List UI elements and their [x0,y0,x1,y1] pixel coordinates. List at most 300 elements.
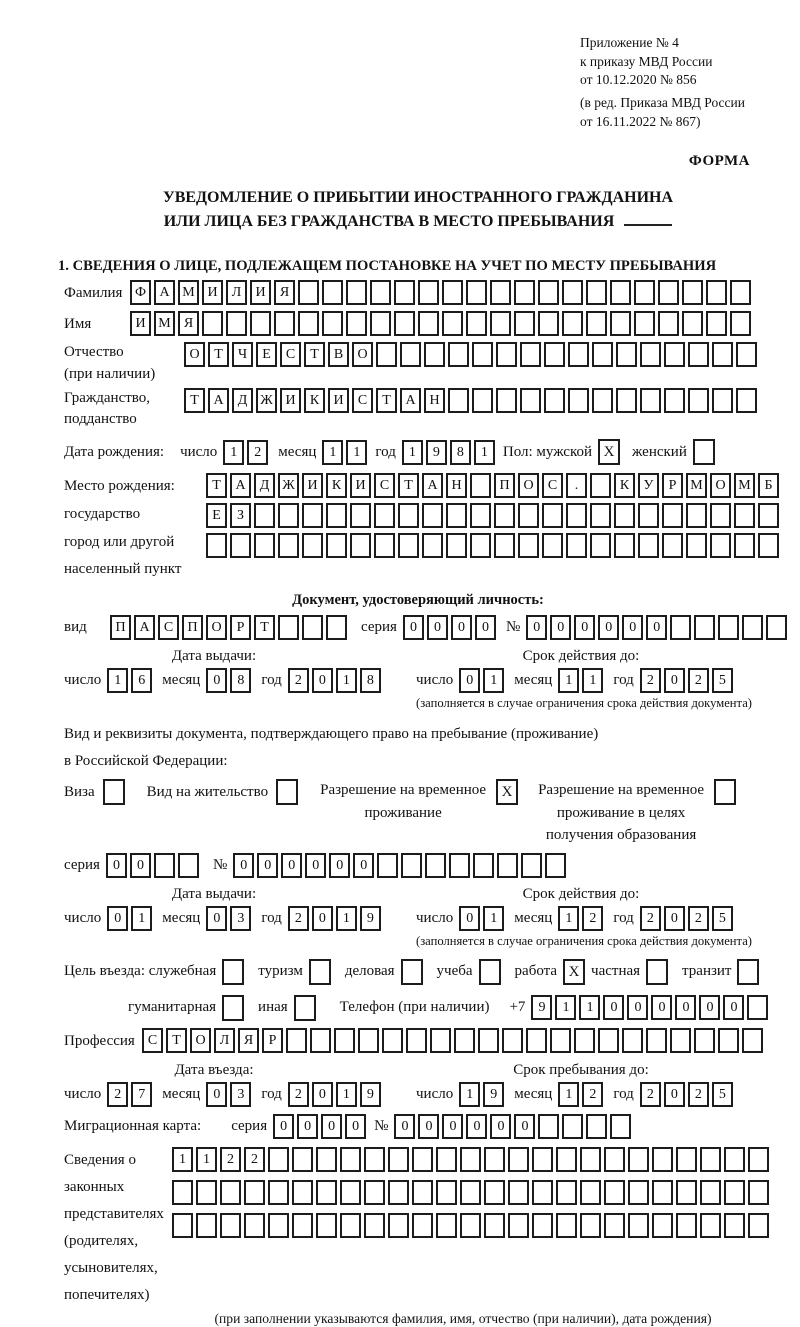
char-cell[interactable] [418,311,439,336]
char-cell[interactable] [568,388,589,413]
char-cell[interactable] [370,280,391,305]
char-cell[interactable] [562,1114,583,1139]
char-cell[interactable]: А [208,388,229,413]
char-cell[interactable] [676,1213,697,1238]
char-cell[interactable]: 9 [426,440,447,465]
char-cell[interactable] [736,342,757,367]
char-cell[interactable] [556,1180,577,1205]
char-cell[interactable] [518,503,539,528]
char-cell[interactable] [374,533,395,558]
char-cell[interactable] [562,311,583,336]
char-cell[interactable]: 0 [312,906,333,931]
char-cell[interactable] [497,853,518,878]
char-cell[interactable] [638,533,659,558]
char-cell[interactable] [244,1180,265,1205]
char-cell[interactable]: 0 [459,668,480,693]
char-cell[interactable]: 8 [450,440,471,465]
char-cell[interactable] [758,503,779,528]
char-cell[interactable]: О [710,473,731,498]
char-cell[interactable]: А [154,280,175,305]
char-cell[interactable] [638,503,659,528]
char-cell[interactable] [436,1180,457,1205]
char-cell[interactable]: 1 [459,1082,480,1107]
char-cell[interactable] [592,388,613,413]
gender-female-checkbox[interactable] [693,439,715,465]
char-cell[interactable]: У [638,473,659,498]
char-cell[interactable] [254,533,275,558]
char-cell[interactable] [658,280,679,305]
char-cell[interactable] [274,311,295,336]
char-cell[interactable] [742,615,763,640]
char-cell[interactable]: 0 [106,853,127,878]
char-cell[interactable] [358,1028,379,1053]
char-cell[interactable]: А [230,473,251,498]
char-cell[interactable] [322,311,343,336]
char-cell[interactable] [710,503,731,528]
char-cell[interactable] [478,1028,499,1053]
char-cell[interactable] [374,503,395,528]
char-cell[interactable]: 0 [598,615,619,640]
visa-checkbox[interactable] [103,779,125,805]
char-cell[interactable] [254,503,275,528]
char-cell[interactable]: 1 [582,668,603,693]
char-cell[interactable] [326,615,347,640]
char-cell[interactable]: 2 [107,1082,128,1107]
char-cell[interactable] [412,1147,433,1172]
char-cell[interactable]: Т [166,1028,187,1053]
char-cell[interactable]: Т [184,388,205,413]
char-cell[interactable]: 0 [675,995,696,1020]
char-cell[interactable] [622,1028,643,1053]
char-cell[interactable] [196,1213,217,1238]
char-cell[interactable]: 0 [466,1114,487,1139]
char-cell[interactable] [700,1180,721,1205]
char-cell[interactable] [580,1180,601,1205]
char-cell[interactable]: 0 [257,853,278,878]
char-cell[interactable] [278,615,299,640]
char-cell[interactable]: А [422,473,443,498]
char-cell[interactable] [542,503,563,528]
char-cell[interactable]: Е [256,342,277,367]
char-cell[interactable]: 2 [288,906,309,931]
char-cell[interactable]: 2 [688,1082,709,1107]
char-cell[interactable] [592,342,613,367]
char-cell[interactable] [634,311,655,336]
char-cell[interactable] [688,388,709,413]
char-cell[interactable]: Ж [256,388,277,413]
char-cell[interactable] [766,615,787,640]
char-cell[interactable]: 0 [321,1114,342,1139]
char-cell[interactable]: 0 [297,1114,318,1139]
char-cell[interactable] [544,342,565,367]
char-cell[interactable] [542,533,563,558]
char-cell[interactable] [350,533,371,558]
char-cell[interactable]: Ж [278,473,299,498]
char-cell[interactable]: 1 [172,1147,193,1172]
char-cell[interactable] [394,311,415,336]
char-cell[interactable] [388,1213,409,1238]
char-cell[interactable]: 0 [699,995,720,1020]
char-cell[interactable]: Р [262,1028,283,1053]
char-cell[interactable]: И [280,388,301,413]
char-cell[interactable] [748,1213,769,1238]
char-cell[interactable]: 0 [550,615,571,640]
char-cell[interactable] [676,1147,697,1172]
char-cell[interactable] [398,503,419,528]
char-cell[interactable]: 8 [360,668,381,693]
char-cell[interactable] [470,503,491,528]
char-cell[interactable]: И [202,280,223,305]
char-cell[interactable]: 1 [107,668,128,693]
char-cell[interactable]: 1 [196,1147,217,1172]
char-cell[interactable] [662,533,683,558]
char-cell[interactable]: М [154,311,175,336]
char-cell[interactable] [226,311,247,336]
char-cell[interactable]: 0 [574,615,595,640]
char-cell[interactable]: 0 [353,853,374,878]
char-cell[interactable]: 0 [305,853,326,878]
char-cell[interactable] [574,1028,595,1053]
char-cell[interactable] [686,503,707,528]
char-cell[interactable]: 1 [336,906,357,931]
char-cell[interactable] [616,388,637,413]
char-cell[interactable] [310,1028,331,1053]
char-cell[interactable] [326,533,347,558]
char-cell[interactable]: Д [254,473,275,498]
char-cell[interactable] [286,1028,307,1053]
char-cell[interactable] [424,342,445,367]
char-cell[interactable]: С [352,388,373,413]
char-cell[interactable] [382,1028,403,1053]
purpose-transit-checkbox[interactable] [737,959,759,985]
char-cell[interactable] [292,1180,313,1205]
char-cell[interactable] [364,1147,385,1172]
char-cell[interactable] [448,342,469,367]
char-cell[interactable]: 0 [394,1114,415,1139]
char-cell[interactable]: Я [178,311,199,336]
char-cell[interactable] [718,1028,739,1053]
char-cell[interactable]: П [182,615,203,640]
char-cell[interactable]: 0 [281,853,302,878]
char-cell[interactable]: 1 [346,440,367,465]
char-cell[interactable]: З [230,503,251,528]
char-cell[interactable]: 1 [474,440,495,465]
char-cell[interactable]: Л [226,280,247,305]
char-cell[interactable] [472,342,493,367]
char-cell[interactable]: 0 [627,995,648,1020]
char-cell[interactable] [518,533,539,558]
char-cell[interactable]: 5 [712,906,733,931]
char-cell[interactable] [206,533,227,558]
purpose-business-checkbox[interactable] [401,959,423,985]
char-cell[interactable]: 9 [360,1082,381,1107]
char-cell[interactable]: 1 [336,668,357,693]
char-cell[interactable]: И [250,280,271,305]
char-cell[interactable] [580,1213,601,1238]
char-cell[interactable] [526,1028,547,1053]
char-cell[interactable] [442,311,463,336]
char-cell[interactable] [664,388,685,413]
char-cell[interactable]: И [328,388,349,413]
char-cell[interactable] [586,280,607,305]
char-cell[interactable]: 2 [220,1147,241,1172]
char-cell[interactable] [298,311,319,336]
char-cell[interactable]: Т [376,388,397,413]
char-cell[interactable]: 1 [322,440,343,465]
char-cell[interactable]: 0 [622,615,643,640]
char-cell[interactable]: 6 [131,668,152,693]
char-cell[interactable] [496,342,517,367]
char-cell[interactable] [614,503,635,528]
char-cell[interactable]: 1 [223,440,244,465]
char-cell[interactable]: 0 [442,1114,463,1139]
gender-male-checkbox[interactable]: X [598,439,620,465]
char-cell[interactable] [446,503,467,528]
char-cell[interactable]: 7 [131,1082,152,1107]
char-cell[interactable] [278,503,299,528]
char-cell[interactable] [340,1147,361,1172]
char-cell[interactable] [682,280,703,305]
char-cell[interactable] [202,311,223,336]
char-cell[interactable] [470,473,491,498]
char-cell[interactable] [520,342,541,367]
char-cell[interactable] [376,342,397,367]
purpose-private-checkbox[interactable] [646,959,668,985]
char-cell[interactable] [268,1213,289,1238]
char-cell[interactable]: О [190,1028,211,1053]
char-cell[interactable] [712,342,733,367]
char-cell[interactable] [418,280,439,305]
char-cell[interactable] [747,995,768,1020]
char-cell[interactable] [566,533,587,558]
char-cell[interactable] [220,1213,241,1238]
char-cell[interactable] [734,503,755,528]
char-cell[interactable] [436,1213,457,1238]
purpose-other-checkbox[interactable] [294,995,316,1021]
char-cell[interactable] [730,311,751,336]
char-cell[interactable]: 9 [531,995,552,1020]
char-cell[interactable] [662,503,683,528]
char-cell[interactable] [412,1180,433,1205]
char-cell[interactable]: 1 [558,668,579,693]
char-cell[interactable] [610,280,631,305]
char-cell[interactable] [628,1147,649,1172]
char-cell[interactable]: О [352,342,373,367]
char-cell[interactable]: П [110,615,131,640]
char-cell[interactable] [734,533,755,558]
char-cell[interactable] [712,388,733,413]
char-cell[interactable] [538,280,559,305]
char-cell[interactable] [610,1114,631,1139]
char-cell[interactable] [545,853,566,878]
char-cell[interactable]: 0 [312,668,333,693]
char-cell[interactable]: 5 [712,668,733,693]
char-cell[interactable]: . [566,473,587,498]
char-cell[interactable]: Ф [130,280,151,305]
char-cell[interactable] [640,342,661,367]
char-cell[interactable] [532,1213,553,1238]
temp-residence-edu-checkbox[interactable] [714,779,736,805]
char-cell[interactable]: 0 [206,906,227,931]
char-cell[interactable]: 2 [582,906,603,931]
purpose-tourism-checkbox[interactable] [309,959,331,985]
char-cell[interactable] [400,342,421,367]
char-cell[interactable]: В [328,342,349,367]
char-cell[interactable]: П [494,473,515,498]
char-cell[interactable]: Т [398,473,419,498]
char-cell[interactable]: Р [662,473,683,498]
char-cell[interactable] [466,280,487,305]
char-cell[interactable] [449,853,470,878]
char-cell[interactable] [634,280,655,305]
char-cell[interactable]: 1 [483,906,504,931]
char-cell[interactable] [508,1147,529,1172]
char-cell[interactable] [688,342,709,367]
char-cell[interactable]: 2 [688,906,709,931]
char-cell[interactable]: И [350,473,371,498]
char-cell[interactable] [484,1180,505,1205]
char-cell[interactable] [652,1213,673,1238]
char-cell[interactable] [302,533,323,558]
char-cell[interactable]: 0 [490,1114,511,1139]
char-cell[interactable] [430,1028,451,1053]
char-cell[interactable] [652,1147,673,1172]
char-cell[interactable]: 0 [451,615,472,640]
char-cell[interactable]: 2 [640,906,661,931]
char-cell[interactable] [532,1147,553,1172]
purpose-humanitarian-checkbox[interactable] [222,995,244,1021]
char-cell[interactable]: 1 [483,668,504,693]
char-cell[interactable]: Я [238,1028,259,1053]
char-cell[interactable]: 0 [345,1114,366,1139]
char-cell[interactable] [302,503,323,528]
char-cell[interactable] [748,1147,769,1172]
char-cell[interactable] [550,1028,571,1053]
char-cell[interactable] [388,1180,409,1205]
char-cell[interactable] [521,853,542,878]
char-cell[interactable] [496,388,517,413]
char-cell[interactable] [364,1213,385,1238]
char-cell[interactable] [556,1147,577,1172]
char-cell[interactable] [436,1147,457,1172]
char-cell[interactable]: М [178,280,199,305]
char-cell[interactable] [484,1213,505,1238]
char-cell[interactable] [652,1180,673,1205]
char-cell[interactable]: К [304,388,325,413]
char-cell[interactable]: 0 [418,1114,439,1139]
char-cell[interactable] [316,1213,337,1238]
char-cell[interactable] [568,342,589,367]
char-cell[interactable] [388,1147,409,1172]
char-cell[interactable] [422,533,443,558]
char-cell[interactable] [350,503,371,528]
char-cell[interactable] [724,1213,745,1238]
char-cell[interactable]: 1 [336,1082,357,1107]
char-cell[interactable]: И [302,473,323,498]
char-cell[interactable]: С [280,342,301,367]
char-cell[interactable]: К [614,473,635,498]
char-cell[interactable] [316,1147,337,1172]
char-cell[interactable] [628,1180,649,1205]
purpose-work-checkbox[interactable]: X [563,959,585,985]
char-cell[interactable]: 0 [403,615,424,640]
char-cell[interactable] [466,311,487,336]
char-cell[interactable] [244,1213,265,1238]
char-cell[interactable]: О [206,615,227,640]
char-cell[interactable] [682,311,703,336]
char-cell[interactable] [520,388,541,413]
char-cell[interactable]: 1 [558,1082,579,1107]
char-cell[interactable]: С [142,1028,163,1053]
char-cell[interactable]: Я [274,280,295,305]
char-cell[interactable]: 3 [230,1082,251,1107]
char-cell[interactable] [748,1180,769,1205]
char-cell[interactable] [292,1213,313,1238]
char-cell[interactable] [610,311,631,336]
char-cell[interactable] [346,311,367,336]
char-cell[interactable] [322,280,343,305]
char-cell[interactable] [454,1028,475,1053]
char-cell[interactable] [710,533,731,558]
char-cell[interactable] [268,1147,289,1172]
char-cell[interactable] [460,1213,481,1238]
char-cell[interactable] [508,1180,529,1205]
char-cell[interactable] [326,503,347,528]
char-cell[interactable] [442,280,463,305]
char-cell[interactable]: 0 [312,1082,333,1107]
char-cell[interactable] [604,1147,625,1172]
char-cell[interactable] [502,1028,523,1053]
char-cell[interactable] [472,388,493,413]
char-cell[interactable]: Н [446,473,467,498]
char-cell[interactable]: А [400,388,421,413]
char-cell[interactable] [670,615,691,640]
char-cell[interactable]: 2 [640,668,661,693]
char-cell[interactable] [268,1180,289,1205]
char-cell[interactable] [490,311,511,336]
char-cell[interactable]: 0 [664,906,685,931]
char-cell[interactable] [394,280,415,305]
char-cell[interactable] [614,533,635,558]
char-cell[interactable]: М [686,473,707,498]
char-cell[interactable] [538,1114,559,1139]
char-cell[interactable]: 1 [558,906,579,931]
char-cell[interactable] [640,388,661,413]
char-cell[interactable]: 1 [131,906,152,931]
char-cell[interactable]: 2 [288,1082,309,1107]
char-cell[interactable] [556,1213,577,1238]
char-cell[interactable]: Т [208,342,229,367]
char-cell[interactable] [670,1028,691,1053]
char-cell[interactable]: К [326,473,347,498]
char-cell[interactable] [706,311,727,336]
purpose-study-checkbox[interactable] [479,959,501,985]
char-cell[interactable] [562,280,583,305]
char-cell[interactable] [700,1213,721,1238]
char-cell[interactable]: С [542,473,563,498]
char-cell[interactable] [598,1028,619,1053]
char-cell[interactable] [196,1180,217,1205]
char-cell[interactable] [401,853,422,878]
char-cell[interactable] [532,1180,553,1205]
char-cell[interactable] [686,533,707,558]
char-cell[interactable] [340,1213,361,1238]
char-cell[interactable] [230,533,251,558]
char-cell[interactable] [460,1147,481,1172]
char-cell[interactable] [616,342,637,367]
char-cell[interactable] [460,1180,481,1205]
char-cell[interactable] [514,280,535,305]
